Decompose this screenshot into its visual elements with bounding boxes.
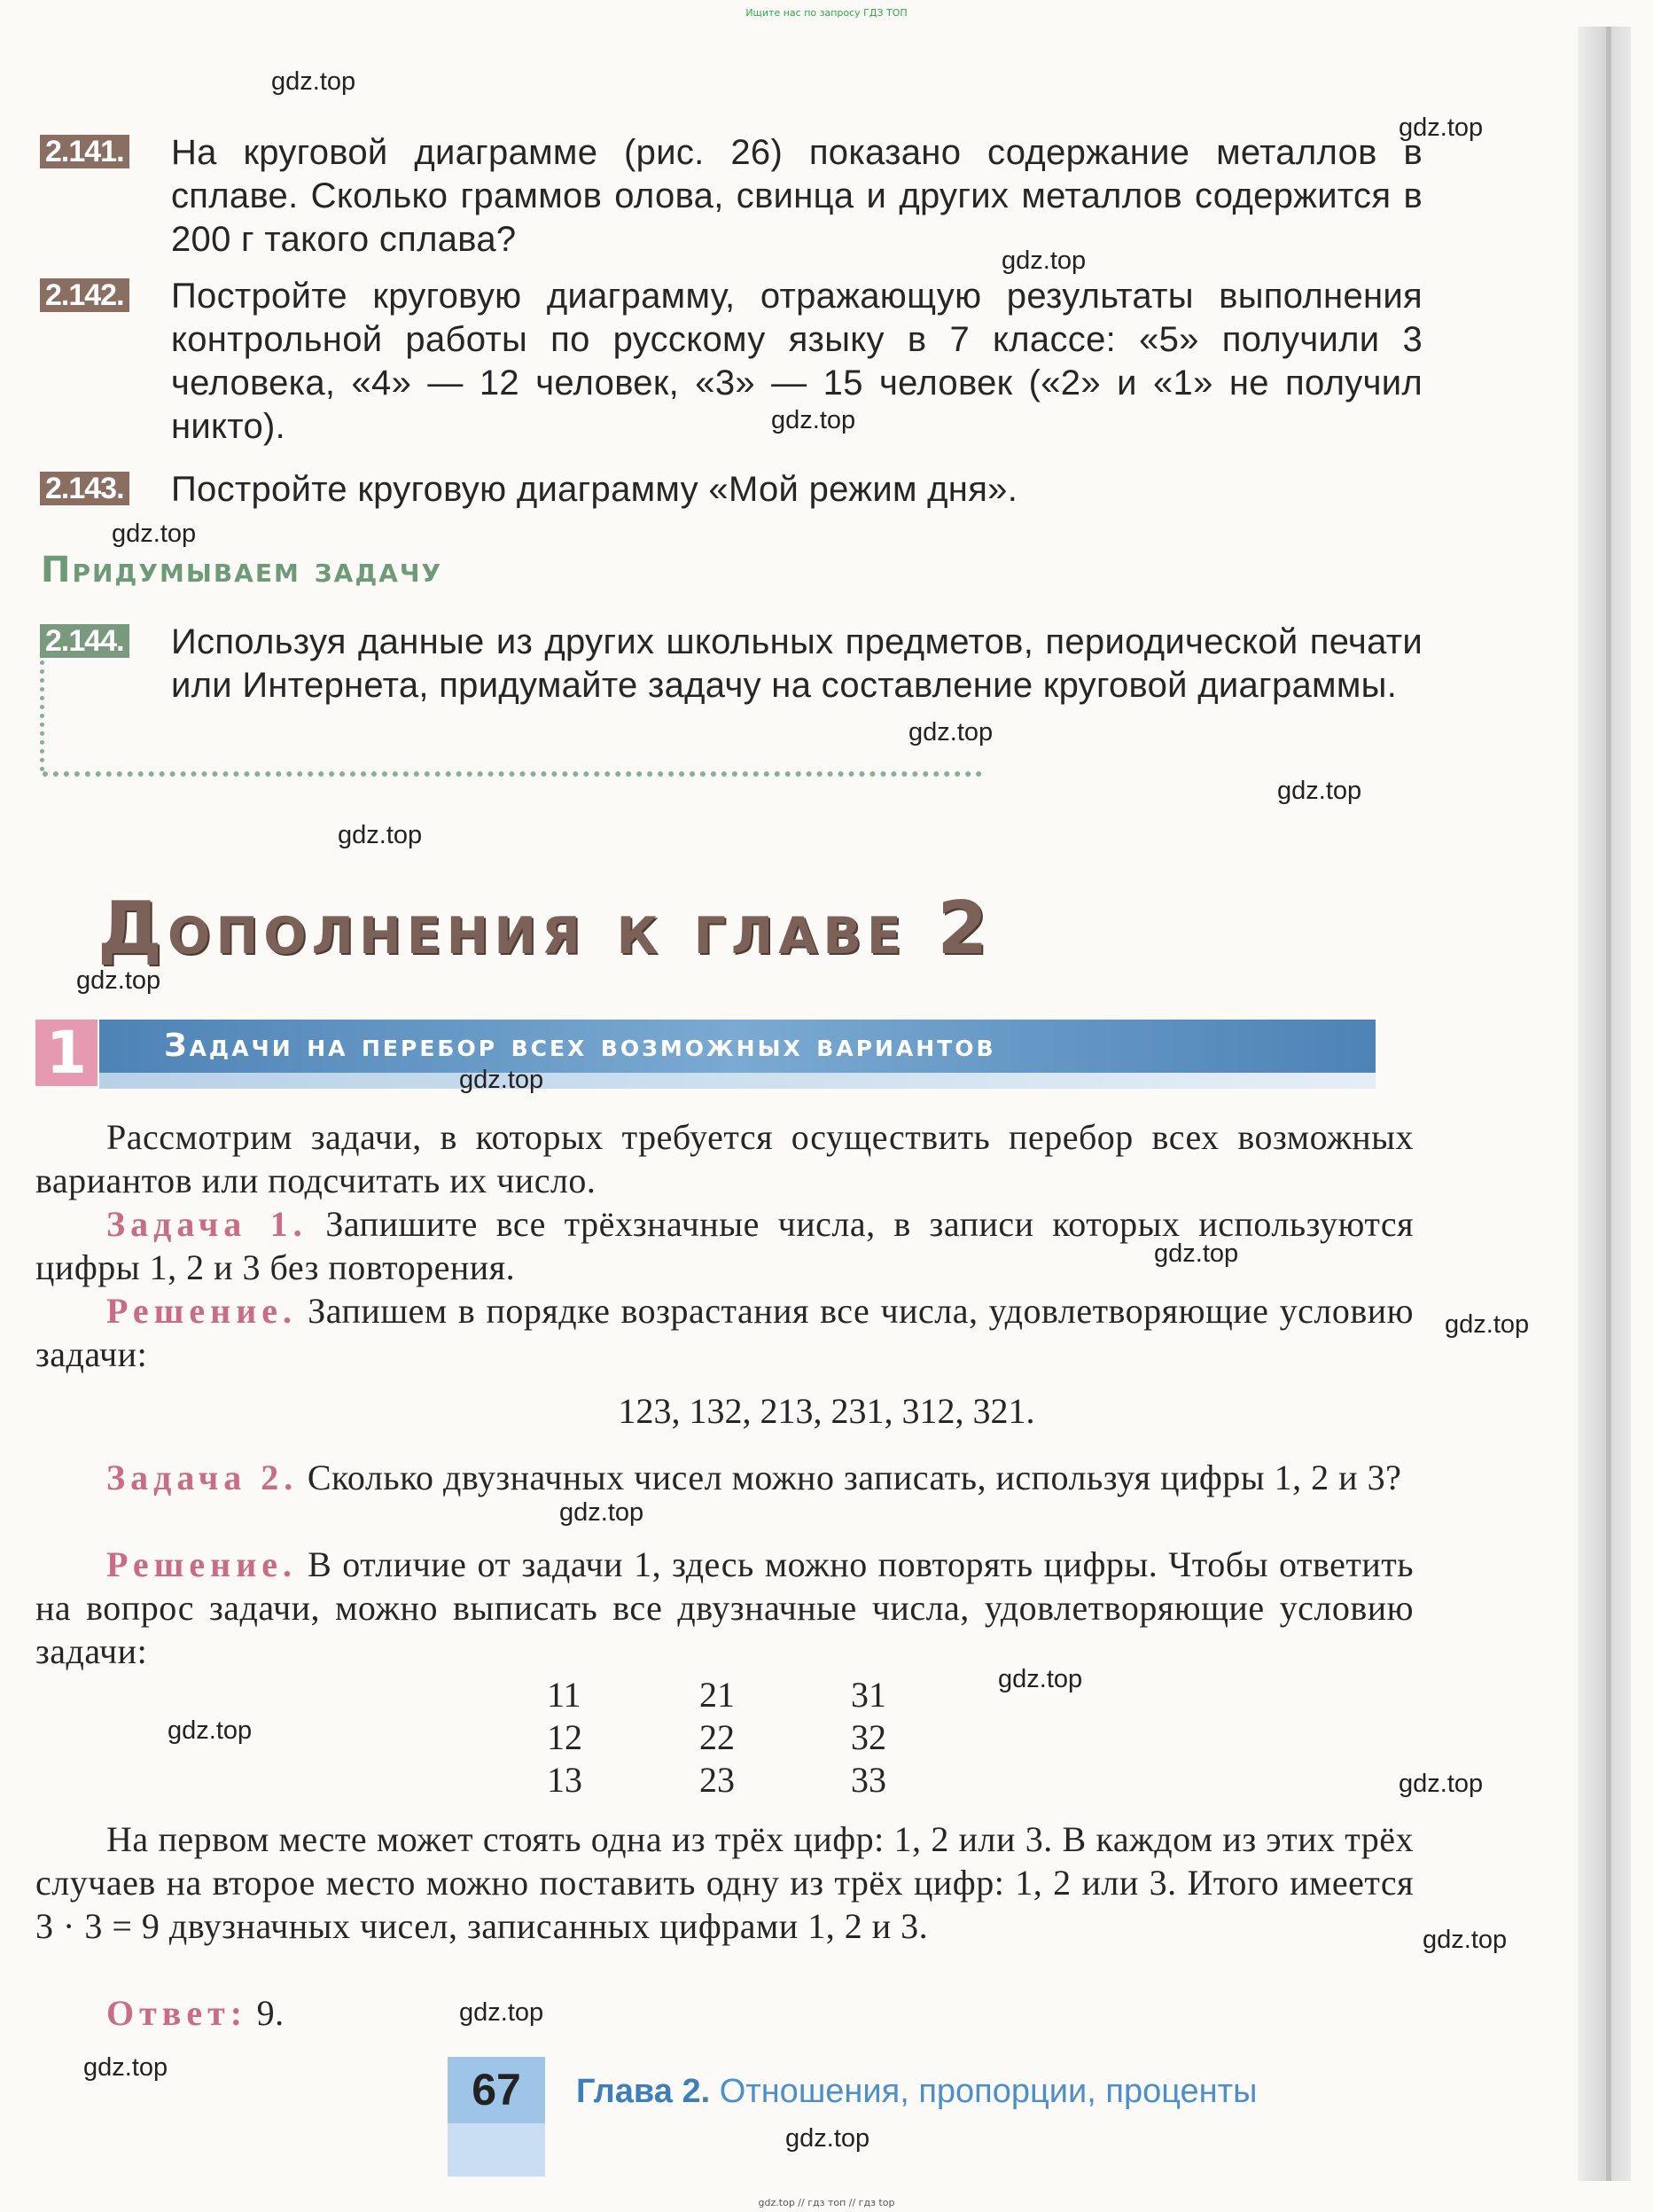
grid-cell: 11 <box>547 1675 581 1715</box>
exercise-number: 2.142. <box>40 278 129 312</box>
chapter-title: Дополнения к главе 2 <box>97 887 994 971</box>
watermark: gdz.top <box>76 966 161 995</box>
exercise-text: Постройте круговую диаграмму «Мой режим дня». <box>171 470 1018 509</box>
exercise-number: 2.144. <box>40 624 129 658</box>
page-number: 67 <box>448 2057 545 2123</box>
watermark: gdz.top <box>771 406 856 434</box>
answer-value: 9. <box>256 1993 285 2033</box>
exercise-2-142 <box>40 275 1423 449</box>
watermark: gdz.top <box>559 1498 644 1527</box>
grid-cell: 12 <box>547 1717 582 1757</box>
bottom-notice: gdz.top // гдз топ // гдз top <box>758 2197 895 2208</box>
solution-label: Решение. <box>106 1544 298 1584</box>
page-edge <box>1578 27 1631 2181</box>
page-number-strip <box>448 2123 545 2177</box>
grid-cell: 31 <box>851 1675 886 1715</box>
watermark: gdz.top <box>83 2053 168 2082</box>
section-heading: Придумываем задачу <box>41 550 443 590</box>
watermark: gdz.top <box>785 2124 870 2153</box>
exercise-number: 2.143. <box>40 472 129 505</box>
watermark: gdz.top <box>908 718 994 746</box>
task1-numbers: 123, 132, 213, 231, 312, 321. <box>618 1391 1035 1431</box>
exercise-text: На круговой диаграмме (рис. 26) показано содержание металлов в сплаве. Сколько граммов олова, свинца и других металлов содержится в 200 г такого сплава? <box>171 133 1423 259</box>
exercise-text: Используя данные из других школьных предметов, периодической печати или Интернета, придумайте задачу на составление круговой диаграммы. <box>171 622 1423 705</box>
task1-text: Запишите все трёхзначные числа, в записи которых используются цифры 1, 2 и 3 без повторения. <box>35 1204 1415 1287</box>
watermark: gdz.top <box>459 1066 544 1094</box>
watermark: gdz.top <box>459 1998 544 2027</box>
top-notice: Ищите нас по запросу ГДЗ ТОП <box>745 7 908 19</box>
task2-paragraph <box>35 1456 1414 1499</box>
watermark: gdz.top <box>168 1716 253 1745</box>
grid-cell: 32 <box>851 1717 886 1757</box>
topic-title: Задачи на перебор всех возможных вариантов <box>164 1028 996 1064</box>
watermark: gdz.top <box>1399 113 1484 142</box>
task2-solution <box>35 1543 1414 1673</box>
watermark: gdz.top <box>1277 777 1362 805</box>
watermark: gdz.top <box>271 67 356 96</box>
watermark: gdz.top <box>112 520 197 548</box>
topic-number: 1 <box>35 1020 97 1086</box>
task1-solution <box>35 1289 1414 1376</box>
exercise-2-143 <box>40 468 1423 512</box>
watermark: gdz.top <box>338 821 423 849</box>
footer-chapter-label: Глава 2. <box>576 2073 711 2110</box>
topic-banner-shade <box>99 1073 1376 1089</box>
watermark: gdz.top <box>1399 1770 1484 1798</box>
exercise-number: 2.141. <box>40 135 129 168</box>
exercise-2-141 <box>40 131 1423 262</box>
page-edge-line <box>1606 27 1611 2181</box>
answer-label: Ответ: <box>106 1993 248 2033</box>
intro-paragraph: Рассмотрим задачи, в которых требуется осуществить перебор всех возможных вариантов или подсчитать их число. <box>35 1117 1414 1200</box>
exercise-text: Постройте круговую диаграмму, отражающую результаты выполнения контрольной работы по русскому языку в 7 классе: «5» получили 3 человека, «4» — 12 человек, «3» — 15 человек («2» и «1» не получил никто). <box>171 277 1423 446</box>
grid-cell: 21 <box>699 1675 735 1715</box>
grid-cell: 33 <box>851 1760 886 1800</box>
exercise-2-144 <box>40 621 1423 707</box>
grid-cell: 23 <box>699 1760 735 1800</box>
solution-text: В отличие от задачи 1, здесь можно повторять цифры. Чтобы ответить на вопрос задачи, можно выписать все двузначные числа, удовлетворяющие условию задачи: <box>35 1544 1414 1671</box>
watermark: gdz.top <box>1154 1239 1239 1268</box>
dotted-border <box>43 771 982 777</box>
task2-text: Сколько двузначных чисел можно записать, используя цифры 1, 2 и 3? <box>307 1458 1402 1497</box>
task2-label: Задача 2. <box>106 1458 299 1497</box>
answer <box>35 1991 1414 2035</box>
watermark: gdz.top <box>1423 1926 1508 1954</box>
watermark: gdz.top <box>1002 246 1087 275</box>
dotted-border-vertical <box>40 660 44 771</box>
footer-chapter-name: Отношения, пропорции, проценты <box>719 2073 1258 2110</box>
grid-cell: 22 <box>699 1717 735 1757</box>
solution-label: Решение. <box>106 1291 298 1331</box>
task1-label: Задача 1. <box>106 1204 308 1244</box>
task2-explanation: На первом месте может стоять одна из трёх цифр: 1, 2 или 3. В каждом из этих трёх случаев на второе место можно поставить одну из трёх цифр: 1, 2 или 3. Итого имеется 3 · 3 = 9 двузначных чисел, записанных цифрами 1, 2 и 3. <box>35 1819 1414 1946</box>
footer-chapter <box>576 2073 1257 2111</box>
watermark: gdz.top <box>1445 1310 1530 1339</box>
grid-cell: 13 <box>547 1760 582 1800</box>
solution-text: Запишем в порядке возрастания все числа, удовлетворяющие условию задачи: <box>35 1291 1415 1374</box>
watermark: gdz.top <box>998 1665 1083 1693</box>
